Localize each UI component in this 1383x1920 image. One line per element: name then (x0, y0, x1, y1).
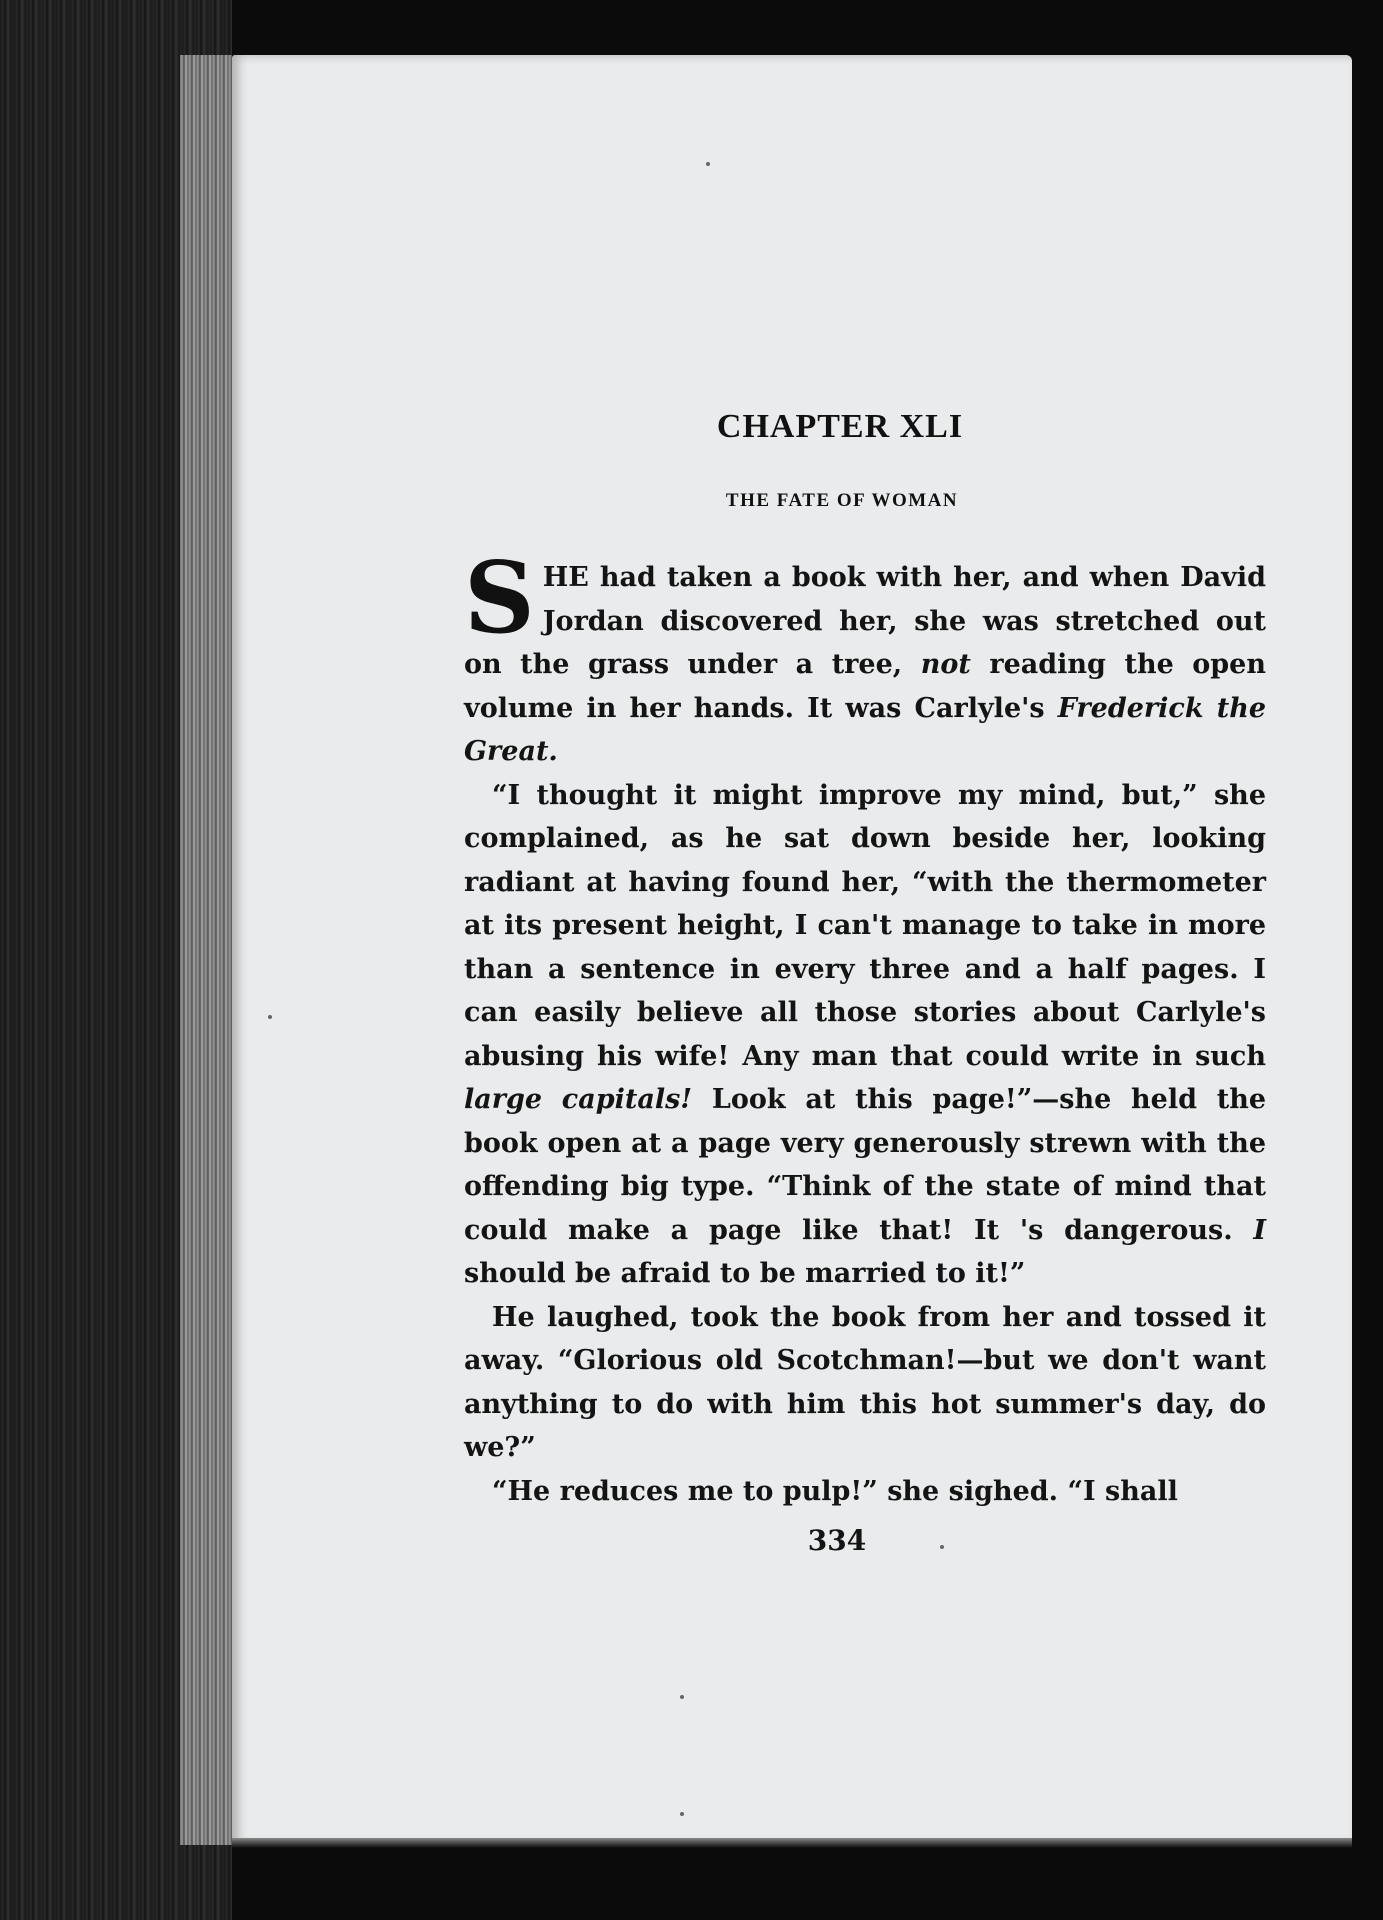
page-number: 334 (807, 1524, 867, 1557)
page-bottom-shadow (232, 1838, 1352, 1848)
dust-speck (680, 1695, 684, 1699)
paragraph-3: He laughed, took the book from her and tossed it away. “Glorious old Scotchman!—but we don't want anything to do with him this hot summer's day, do we?” (464, 1301, 1266, 1463)
dust-speck (706, 162, 710, 166)
paragraph-1 (464, 541, 1266, 774)
paragraph-2-emphasis-i: I (1253, 1214, 1266, 1246)
paragraph-2-text-c: should be afraid to be married to it!” (464, 1258, 1026, 1289)
paragraph-2-text-b: Look at this page!”—she held the book open at a page very generously strewn with the offending big type. “Think of the state of mind that could make a page like that! It 's dangerous. (464, 1084, 1267, 1246)
page-edges (180, 55, 232, 1845)
paragraph-2 (464, 774, 1266, 1296)
paragraph-1-text-b: reading the open volume in her hands. It was Carlyle's (464, 649, 1266, 724)
dust-speck (268, 1015, 272, 1019)
paragraph-2-text-a: “I thought it might improve my mind, but,” she complained, as he sat down beside her, looking radiant at having found her, “with the thermometer at its present height, I can't manage to take in more than a sentence in every three and a half pages. I can easily believe all those stories about Carlyle's abusing his wife! Any man that could write in such (464, 779, 1266, 1072)
dust-speck (680, 1812, 684, 1816)
chapter-title: CHAPTER XLI (716, 408, 964, 445)
paragraph-1-emphasis-not: not (920, 649, 971, 680)
body-text (464, 541, 1267, 1513)
chapter-subtitle: THE FATE OF WOMAN (725, 490, 959, 511)
book-title-frederick-the-great: Frederick the Great. (464, 692, 1266, 767)
paragraph-1-text-a: HE had taken a book with her, and when David Jordan discovered her, she was stretched out on the grass under a tree, (464, 562, 1266, 680)
paragraph-4: “He reduces me to pulp!” she sighed. “I shall (492, 1475, 1178, 1507)
paragraph-2-emphasis-large-capitals: large capitals! (464, 1084, 693, 1115)
drop-cap: S (464, 541, 535, 656)
